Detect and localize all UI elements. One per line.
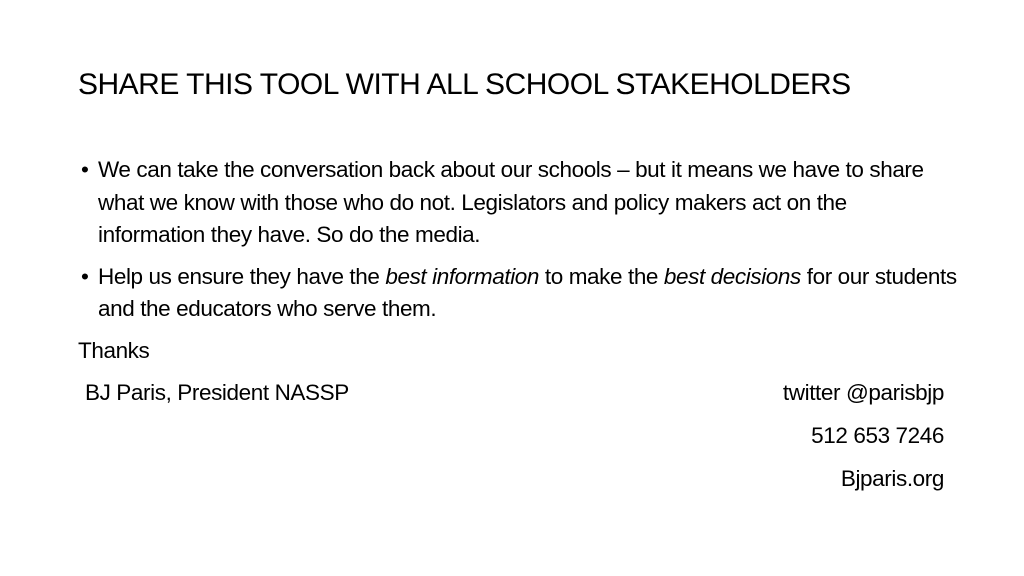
thanks-text: Thanks — [78, 337, 150, 363]
bullet-text: We can take the conversation back about our schools – but it means we have to share what we know with those who do not. Legislators and policy makers act on the information they have. So do the media. — [98, 157, 924, 247]
bullet-item — [78, 154, 958, 252]
bullet-emphasis: best information — [385, 263, 540, 289]
phone-number: 512 653 7246 — [811, 423, 944, 448]
bullet-icon: • — [81, 263, 89, 289]
bullet-text — [98, 264, 957, 322]
website-link: Bjparis.org — [840, 466, 944, 491]
bullet-text-part: to make the — [539, 263, 664, 289]
twitter-handle: twitter @parisbjp — [782, 380, 944, 405]
bullet-icon: • — [81, 157, 89, 182]
bullet-item — [78, 261, 958, 326]
signature-name: BJ Paris, President NASSP — [85, 380, 349, 405]
bullet-text-part: for our students and the educators who serve them. — [98, 263, 957, 321]
slide-body — [78, 154, 958, 506]
bullet-list — [78, 154, 958, 326]
slide-title: SHARE THIS TOOL WITH ALL SCHOOL STAKEHOLDERS — [78, 68, 851, 101]
bullet-emphasis: best decisions — [663, 263, 801, 289]
signature-row — [78, 377, 958, 420]
bullet-text-part: Help us ensure they have the — [98, 263, 386, 289]
